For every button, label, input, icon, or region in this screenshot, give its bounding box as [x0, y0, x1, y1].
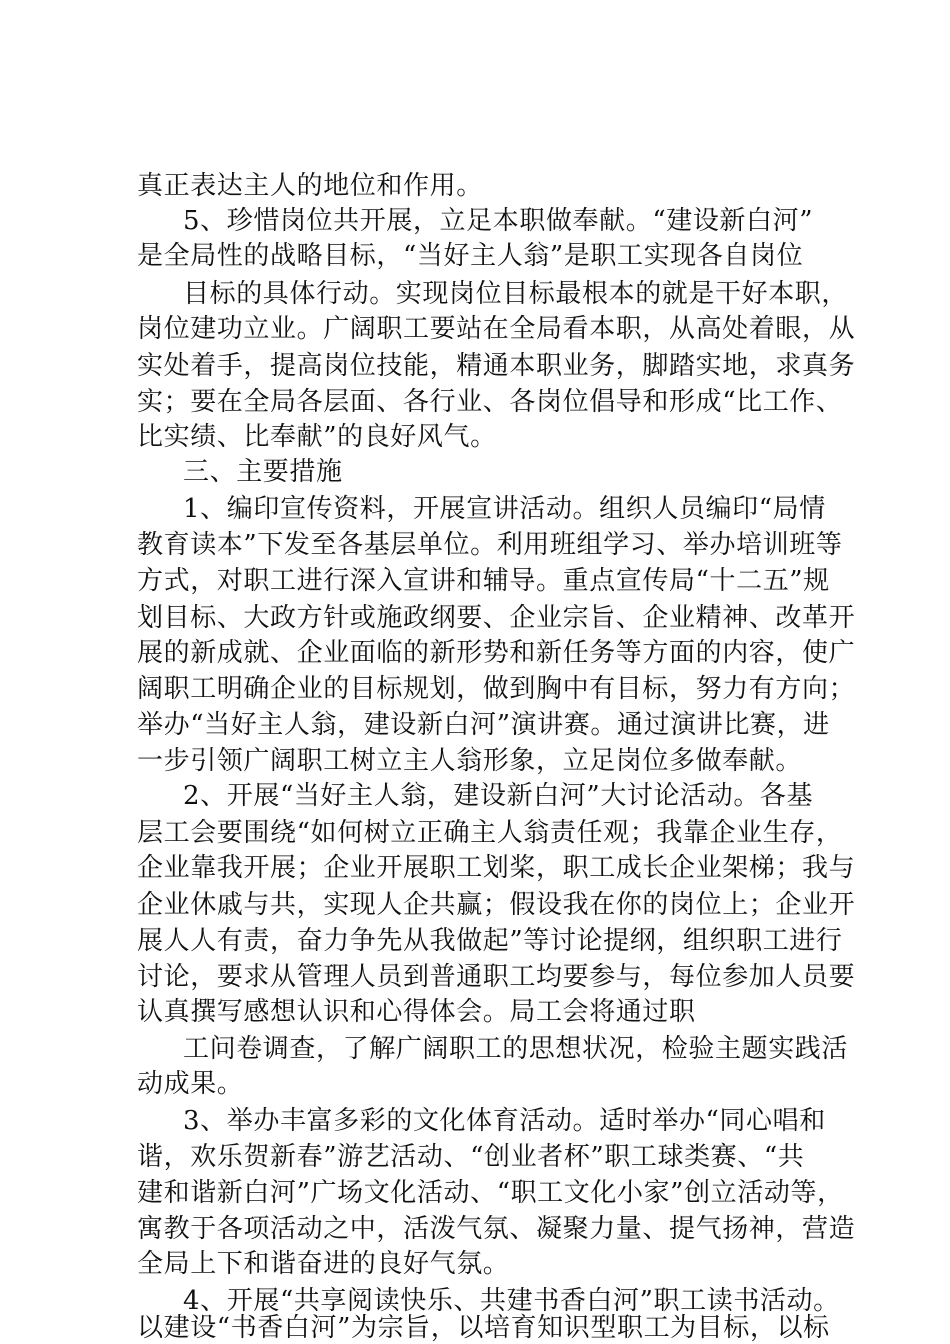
text-line: 企业靠我开展；企业开展职工划桨，职工成长企业架梯；我与 [137, 853, 856, 883]
text-line: 展人人有责，奋力争先从我做起”等讨论提纲，组织职工进行 [137, 926, 843, 956]
text-line: 真正表达主人的地位和作用。 [137, 171, 483, 201]
text-line: 认真撰写感想认识和心得体会。局工会将通过职 [137, 997, 696, 1027]
text-line: 动成果。 [137, 1069, 244, 1099]
text-line: 企业休戚与共，实现人企共赢；假设我在你的岗位上；企业开 [137, 890, 856, 920]
text-line: 以建设“书香白河”为宗旨，以培育知识型职工为目标，以标 [137, 1313, 830, 1343]
paragraph-5-start: 5、珍惜岗位共开展，立足本职做奉献。“建设新白河” [183, 206, 814, 236]
text-line: 实处着手，提高岗位技能，精通本职业务，脚踏实地，求真务 [137, 351, 856, 381]
text-line: 是全局性的战略目标，“当好主人翁”是职工实现各自岗位 [137, 241, 804, 271]
section-heading: 三、主要措施 [183, 457, 343, 487]
text-line: 划目标、大政方针或施政纲要、企业宗旨、企业精神、改革开 [137, 603, 856, 633]
text-line: 阔职工明确企业的目标规划，做到胸中有目标，努力有方向； [137, 674, 856, 704]
paragraph-2-start: 2、开展“当好主人翁，建设新白河”大讨论活动。各基 [183, 781, 814, 811]
paragraph-4-start: 4、开展“共享阅读快乐、共建书香白河”职工读书活动。 [183, 1286, 840, 1316]
text-line: 岗位建功立业。广阔职工要站在全局看本职，从高处着眼，从 [137, 314, 856, 344]
text-line: 举办“当好主人翁，建设新白河”演讲赛。通过演讲比赛，进 [137, 710, 830, 740]
text-line: 方式，对职工进行深入宣讲和辅导。重点宣传局“十二五”规 [137, 566, 830, 596]
paragraph-3-start: 3、举办丰富多彩的文化体育活动。适时举办“同心唱和 [183, 1106, 826, 1136]
text-line: 目标的具体行动。实现岗位目标最根本的就是干好本职， [183, 279, 849, 309]
text-line: 建和谐新白河”广场文化活动、“职工文化小家”创立活动等， [137, 1178, 844, 1208]
text-line: 教育读本”下发至各基层单位。利用班组学习、举办培训班等 [137, 530, 843, 560]
text-line: 比实绩、比奉献”的良好风气。 [137, 422, 497, 452]
text-line: 层工会要围绕“如何树立正确主人翁责任观；我靠企业生存， [137, 818, 843, 848]
text-line: 讨论，要求从管理人员到普通职工均要参与，每位参加人员要 [137, 962, 856, 992]
text-line: 一步引领广阔职工树立主人翁形象，立足岗位多做奉献。 [137, 746, 803, 776]
text-line: 谐，欢乐贺新春”游艺活动、“创业者杯”职工球类赛、“共 [137, 1142, 805, 1172]
text-line: 实；要在全局各层面、各行业、各岗位倡导和形成“比工作、 [137, 387, 843, 417]
text-line: 寓教于各项活动之中，活泼气氛、凝聚力量、提气扬神，营造 [137, 1214, 856, 1244]
text-line: 展的新成就、企业面临的新形势和新任务等方面的内容，使广 [137, 638, 856, 668]
text-line: 全局上下和谐奋进的良好气氛。 [137, 1249, 510, 1279]
text-line: 工问卷调查，了解广阔职工的思想状况，检验主题实践活 [183, 1034, 849, 1064]
paragraph-1-start: 1、编印宣传资料，开展宣讲活动。组织人员编印“局情 [183, 494, 826, 524]
